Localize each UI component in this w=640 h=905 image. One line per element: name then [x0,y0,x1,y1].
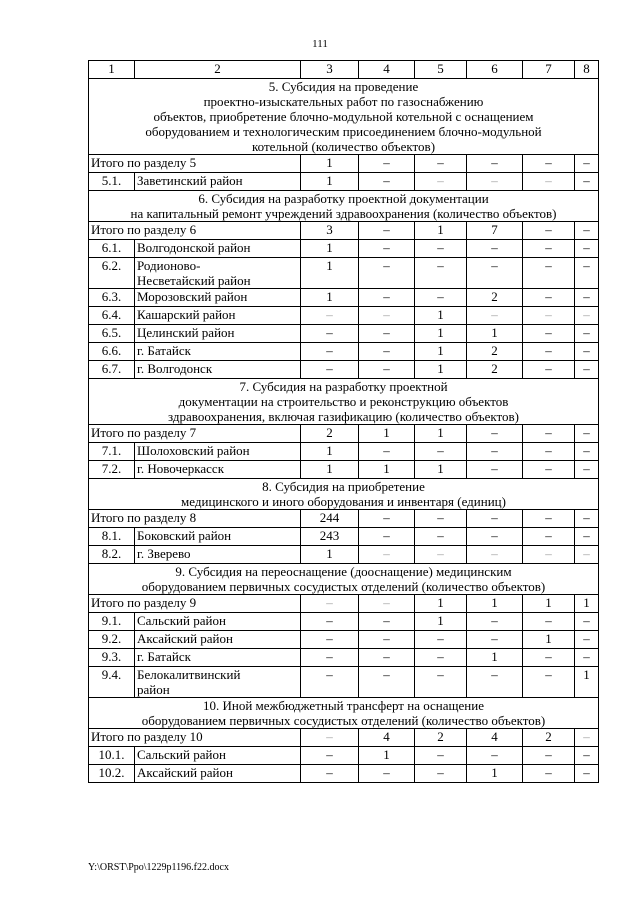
row-number: 9.2. [89,631,135,649]
row-value: 1 [467,649,523,667]
row-name [135,528,301,546]
section-title-line: 6. Субсидия на разработку проектной документации [198,191,489,206]
row-value: 2 [467,289,523,307]
row-value: 1 [359,461,415,479]
row-value: – [415,765,467,783]
section-title-line: 9. Субсидия на переоснащение (дооснащение) медицинским [175,564,512,579]
total-value: 1 [415,222,467,240]
total-label: Итого по разделу 6 [89,222,301,240]
row-name [135,461,301,479]
file-path-footer: Y:\ORST\Ppo\1229p1196.f22.docx [88,862,229,873]
row-number: 6.3. [89,289,135,307]
row-value: – [415,173,467,191]
section-title [89,698,599,729]
row-value: – [523,667,575,698]
row-value: 1 [301,443,359,461]
section-title [89,479,599,510]
row-value: – [523,307,575,325]
row-value: – [523,258,575,289]
row-value: – [575,546,599,564]
row-value: – [415,546,467,564]
section-title-row [89,191,599,222]
table-row [89,325,599,343]
total-value: 1 [415,425,467,443]
total-value: – [415,510,467,528]
row-value: – [467,240,523,258]
header-cell: 8 [575,61,599,79]
total-label: Итого по разделу 9 [89,595,301,613]
row-value: 1 [467,765,523,783]
row-value: – [301,613,359,631]
row-value: – [467,307,523,325]
row-name [135,613,301,631]
row-name-line: Родионово- [137,258,201,273]
row-name [135,631,301,649]
row-name-line: Белокалитвинский [137,667,241,682]
row-value: – [523,546,575,564]
total-value: – [523,425,575,443]
row-name-line: Кашарский район [137,307,236,322]
row-value: – [415,747,467,765]
table-row [89,289,599,307]
section-title-line: объектов, приобретение блочно-модульной котельной с оснащением [153,109,534,124]
row-value: – [523,747,575,765]
row-value: – [575,443,599,461]
row-value: – [575,173,599,191]
row-value: 1 [301,461,359,479]
section-title [89,79,599,155]
row-value: – [359,289,415,307]
header-cell: 1 [89,61,135,79]
table-row [89,649,599,667]
section-title-line: котельной (количество объектов) [251,139,436,154]
row-name-line: Шолоховский район [137,443,250,458]
row-value: – [301,631,359,649]
row-value: – [523,343,575,361]
row-value: – [523,528,575,546]
table-row [89,173,599,191]
row-value: – [359,307,415,325]
row-value: 1 [415,361,467,379]
row-value: – [301,667,359,698]
row-value: 2 [467,361,523,379]
row-number: 8.2. [89,546,135,564]
total-value: – [575,510,599,528]
table-row [89,307,599,325]
section-title [89,379,599,425]
total-label: Итого по разделу 5 [89,155,301,173]
total-value: – [575,222,599,240]
total-value: – [523,155,575,173]
row-value: – [467,667,523,698]
total-value: 1 [523,595,575,613]
row-value: – [301,765,359,783]
row-value: – [359,613,415,631]
header-cell: 3 [301,61,359,79]
row-value: 2 [467,343,523,361]
row-value: 243 [301,528,359,546]
total-value: – [575,729,599,747]
total-value: 244 [301,510,359,528]
section-title-line: 5. Субсидия на проведение [268,79,419,94]
row-name [135,173,301,191]
table-row [89,343,599,361]
row-value: – [523,361,575,379]
row-value: – [467,747,523,765]
row-value: – [467,528,523,546]
total-value: – [301,595,359,613]
row-value: 1 [523,631,575,649]
total-value: 1 [359,425,415,443]
row-value: 1 [467,325,523,343]
row-value: 1 [415,325,467,343]
row-value: – [301,325,359,343]
total-value: 3 [301,222,359,240]
row-value: – [467,258,523,289]
row-number: 6.7. [89,361,135,379]
table-row [89,258,599,289]
section-title [89,191,599,222]
row-value: 1 [301,258,359,289]
row-value: 1 [415,461,467,479]
section-title-line: документации на строительство и реконструкцию объектов [178,394,509,409]
row-number: 6.6. [89,343,135,361]
section-total-row [89,595,599,613]
table-row [89,631,599,649]
row-number: 6.4. [89,307,135,325]
row-value: – [523,173,575,191]
row-name [135,307,301,325]
total-value: 2 [415,729,467,747]
row-name-line: Сальский район [137,747,226,762]
total-value: – [467,510,523,528]
row-name-line: Аксайский район [137,765,233,780]
row-value: – [523,649,575,667]
row-value: 1 [301,240,359,258]
section-total-row [89,222,599,240]
row-name-line: Боковский район [137,528,232,543]
row-value: – [359,546,415,564]
row-number: 7.1. [89,443,135,461]
row-number: 6.5. [89,325,135,343]
section-total-row [89,155,599,173]
header-cell: 6 [467,61,523,79]
table-row [89,443,599,461]
row-name-line: Несветайский район [137,273,251,288]
row-value: 1 [301,546,359,564]
row-value: – [301,361,359,379]
row-value: – [359,649,415,667]
total-value: – [523,510,575,528]
row-value: – [575,649,599,667]
table-body [89,61,599,783]
section-title-row [89,79,599,155]
row-value: – [301,649,359,667]
row-value: – [467,173,523,191]
total-value: 1 [467,595,523,613]
total-value: 7 [467,222,523,240]
section-title-line: здравоохранения, включая газификацию (количество объектов) [168,409,519,424]
row-value: 1 [575,667,599,698]
row-value: – [523,461,575,479]
header-cell: 7 [523,61,575,79]
section-title-row [89,479,599,510]
row-number: 9.4. [89,667,135,698]
row-number: 7.2. [89,461,135,479]
row-value: – [359,325,415,343]
total-value: – [523,222,575,240]
row-name-line: г. Батайск [137,343,191,358]
section-title-row [89,564,599,595]
row-name [135,649,301,667]
row-name-line: г. Батайск [137,649,191,664]
row-value: – [359,343,415,361]
table-row [89,747,599,765]
total-value: 1 [575,595,599,613]
row-value: – [523,765,575,783]
row-name [135,765,301,783]
total-value: – [575,425,599,443]
row-value: – [523,443,575,461]
row-value: – [575,631,599,649]
row-value: – [301,747,359,765]
table-row [89,613,599,631]
row-number: 9.3. [89,649,135,667]
table-row [89,765,599,783]
total-value: 4 [359,729,415,747]
row-value: – [575,240,599,258]
row-value: 1 [415,343,467,361]
row-value: – [575,361,599,379]
table-row [89,361,599,379]
row-number: 8.1. [89,528,135,546]
row-value: – [359,240,415,258]
row-name-line: Заветинский район [137,173,243,188]
row-value: – [575,343,599,361]
table-row [89,528,599,546]
row-name [135,361,301,379]
row-number: 6.2. [89,258,135,289]
row-value: – [575,307,599,325]
total-value: – [359,510,415,528]
row-number: 5.1. [89,173,135,191]
row-value: – [415,289,467,307]
row-value: – [575,258,599,289]
row-name-line: г. Зверево [137,546,191,561]
row-value: – [523,325,575,343]
row-value: – [575,613,599,631]
section-title-line: проектно-изыскательных работ по газоснабжению [203,94,484,109]
row-value: 1 [301,173,359,191]
row-name-line: Морозовский район [137,289,248,304]
table-row [89,667,599,698]
table-row [89,240,599,258]
row-value: 1 [359,747,415,765]
section-title-line: на капитальный ремонт учреждений здравоохранения (количество объектов) [130,206,557,221]
row-value: – [575,528,599,546]
total-value: – [359,595,415,613]
row-value: – [359,443,415,461]
row-value: 1 [301,289,359,307]
total-value: 1 [301,155,359,173]
row-name-line: Аксайский район [137,631,233,646]
row-value: – [415,631,467,649]
section-title-line: медицинского и иного оборудования и инвентаря (единиц) [181,494,506,509]
row-value: – [467,613,523,631]
table-row [89,461,599,479]
total-value: – [467,155,523,173]
section-title-line: 7. Субсидия на разработку проектной [239,379,448,394]
row-number: 10.2. [89,765,135,783]
row-value: – [575,461,599,479]
row-value: – [415,443,467,461]
row-value: – [523,613,575,631]
total-value: 2 [523,729,575,747]
row-value: – [523,240,575,258]
total-value: – [467,425,523,443]
row-value: – [359,667,415,698]
row-value: – [359,765,415,783]
row-value: – [467,546,523,564]
row-name [135,343,301,361]
row-value: – [467,443,523,461]
row-name-line: Сальский район [137,613,226,628]
total-label: Итого по разделу 8 [89,510,301,528]
total-label: Итого по разделу 10 [89,729,301,747]
row-value: – [301,343,359,361]
section-title-line: оборудованием первичных сосудистых отделений (количество объектов) [141,713,546,728]
total-value: – [301,729,359,747]
section-total-row [89,510,599,528]
total-value: – [359,222,415,240]
total-value: – [575,155,599,173]
section-total-row [89,729,599,747]
row-name-line: Целинский район [137,325,235,340]
row-name-line: г. Новочеркасск [137,461,225,476]
row-value: – [359,631,415,649]
header-cell: 2 [135,61,301,79]
row-value: – [359,173,415,191]
section-title-line: 10. Иной межбюджетный трансферт на оснащение [202,698,484,713]
row-name [135,258,301,289]
row-value: – [415,667,467,698]
total-value: 1 [415,595,467,613]
row-number: 10.1. [89,747,135,765]
row-value: – [467,631,523,649]
row-name [135,289,301,307]
page-number: 111 [312,38,328,50]
row-value: – [359,258,415,289]
row-number: 6.1. [89,240,135,258]
row-value: – [301,307,359,325]
row-name-line: район [137,682,170,697]
row-value: – [359,361,415,379]
total-label: Итого по разделу 7 [89,425,301,443]
row-value: – [575,765,599,783]
row-value: – [359,528,415,546]
section-title [89,564,599,595]
section-title-line: оборудованием первичных сосудистых отделений (количество объектов) [141,579,546,594]
total-value: – [359,155,415,173]
row-value: – [523,289,575,307]
row-name [135,546,301,564]
row-value: 1 [415,613,467,631]
section-title-line: 8. Субсидия на приобретение [262,479,425,494]
row-value: – [575,325,599,343]
total-value: – [415,155,467,173]
row-number: 9.1. [89,613,135,631]
row-value: – [415,649,467,667]
row-value: – [575,747,599,765]
row-value: – [415,528,467,546]
header-cell: 4 [359,61,415,79]
header-row [89,61,599,79]
data-table [88,60,599,783]
total-value: 4 [467,729,523,747]
section-title-row [89,698,599,729]
row-value: – [575,289,599,307]
row-name [135,443,301,461]
header-cell: 5 [415,61,467,79]
row-name-line: г. Волгодонск [137,361,213,376]
row-name-line: Волгодонской район [137,240,251,255]
section-total-row [89,425,599,443]
section-title-row [89,379,599,425]
row-name [135,240,301,258]
row-value: 1 [415,307,467,325]
row-name [135,747,301,765]
table-row [89,546,599,564]
section-title-line: оборудованием и технологическим присоединением блочно-модульной [145,124,542,139]
row-value: – [467,461,523,479]
total-value: 2 [301,425,359,443]
row-value: – [415,240,467,258]
row-name [135,325,301,343]
row-value: – [415,258,467,289]
row-name [135,667,301,698]
